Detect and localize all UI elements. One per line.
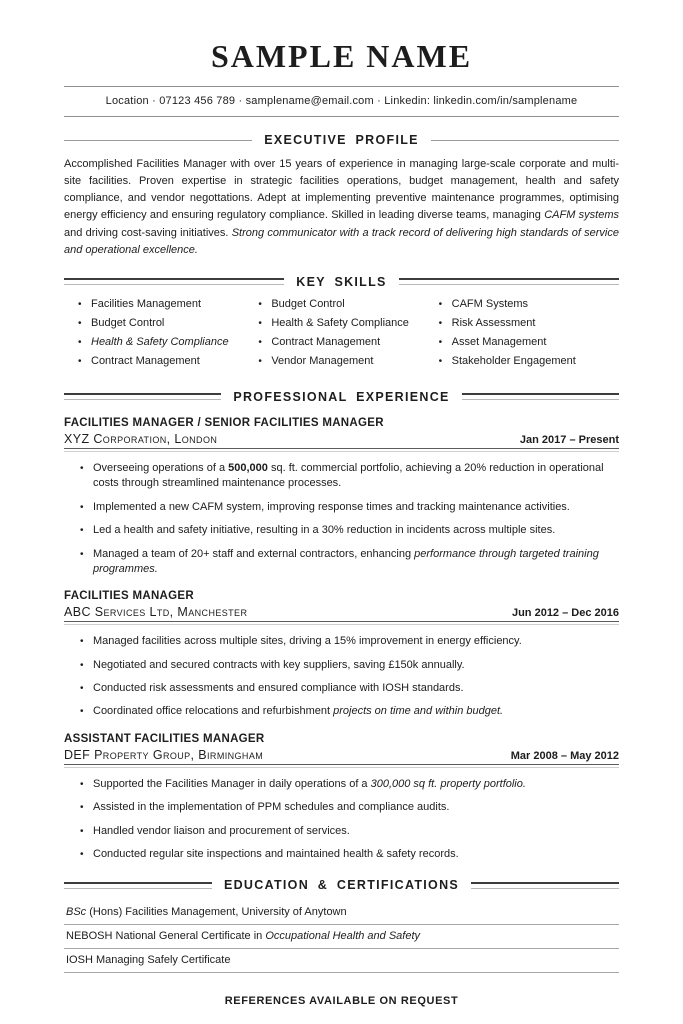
job-dates: Jan 2017 – Present xyxy=(519,433,619,446)
job-company: DEF Property Group, Birmingham xyxy=(64,747,264,762)
skill-item xyxy=(78,355,258,367)
text-segment: Strong communicator with a track record of delivering high standards of service and operational excellence. xyxy=(64,226,619,256)
bullet-icon: • xyxy=(78,317,82,329)
text-segment: NEBOSH National General Certificate in xyxy=(66,930,266,943)
text-segment: projects on time and within budget. xyxy=(333,705,504,718)
skill-item xyxy=(439,298,619,310)
bullet-item xyxy=(80,681,619,696)
job-rule xyxy=(64,621,619,625)
section-executive-profile xyxy=(64,133,619,259)
header-rule-left xyxy=(64,278,284,285)
skill-item xyxy=(78,298,258,310)
page-title: SAMPLE NAME xyxy=(210,38,473,74)
section-professional-experience xyxy=(64,390,619,862)
skill-item xyxy=(258,355,438,367)
bullet-icon: • xyxy=(438,336,443,348)
section-title: EDUCATION & CERTIFICATIONS xyxy=(223,878,460,893)
text-segment: 300,000 sq ft. property portfolio. xyxy=(370,777,526,790)
job-role: FACILITIES MANAGER / SENIOR FACILITIES MANAGER xyxy=(64,416,384,429)
divider xyxy=(64,86,619,87)
text-segment: Managed facilities across multiple sites, driving a 15% improvement in energy efficiency. xyxy=(93,635,522,648)
job-bullets xyxy=(64,777,619,863)
job-bullets xyxy=(64,634,619,720)
job-company: ABC Services Ltd, Manchester xyxy=(64,605,248,620)
bullet-icon: • xyxy=(258,317,262,329)
bullet-icon: • xyxy=(258,355,262,367)
text-segment: Negotiated and secured contracts with key suppliers, saving £150k annually. xyxy=(93,658,465,671)
bullet-icon: • xyxy=(438,298,443,310)
job-subheader xyxy=(64,432,619,446)
text-segment: 500,000 xyxy=(228,461,268,474)
bullet-item xyxy=(80,847,619,862)
text-segment: Risk Assessment xyxy=(451,316,536,329)
skill-item xyxy=(439,317,619,329)
header-rule-right xyxy=(399,278,619,285)
bullet-item xyxy=(80,523,619,538)
job-role: FACILITIES MANAGER xyxy=(64,590,194,603)
text-segment: Contract Management xyxy=(91,354,200,367)
text-segment: Stakeholder Engagement xyxy=(451,354,576,367)
bullet-item xyxy=(80,461,619,492)
bullet-item xyxy=(80,547,619,578)
skill-item xyxy=(439,336,619,348)
text-segment: Managed a team of 20+ staff and external contractors, enhancing xyxy=(93,547,415,560)
skills-column xyxy=(258,298,438,374)
bullet-icon: • xyxy=(80,802,84,814)
bullet-icon: • xyxy=(80,706,84,718)
text-segment: BSc xyxy=(66,906,87,919)
skill-item xyxy=(439,355,619,367)
bullet-item xyxy=(80,704,619,719)
bullet-item xyxy=(80,800,619,815)
text-segment: Implemented a new CAFM system, improving response times and tracking maintenance activities. xyxy=(93,500,570,513)
section-education-certifications xyxy=(64,878,619,973)
skills-grid xyxy=(64,298,619,374)
section-header xyxy=(64,390,619,404)
contact-line: Location · 07123 456 789 · samplename@email.com · Linkedin: linkedin.com/in/samplename xyxy=(105,95,578,107)
text-segment: Conducted regular site inspections and maintained health & safety records. xyxy=(93,848,459,861)
footer-note: REFERENCES AVAILABLE ON REQUEST xyxy=(224,995,459,1008)
text-segment: Budget Control xyxy=(271,297,345,310)
bullet-icon: • xyxy=(80,849,84,861)
bullet-item xyxy=(80,634,619,649)
education-item xyxy=(64,949,619,973)
text-segment: Overseeing operations of a xyxy=(93,461,229,474)
text-segment: IOSH Managing Safely Certificate xyxy=(66,954,231,967)
job-entry xyxy=(64,590,619,720)
text-segment: Led a health and safety initiative, resulting in a 30% reduction in incidents across multiple sites. xyxy=(93,524,556,537)
resume-header xyxy=(64,38,619,117)
header-rule-right xyxy=(431,140,619,141)
text-segment: Handled vendor liaison and procurement of services. xyxy=(93,824,350,837)
skills-column xyxy=(439,298,619,374)
divider xyxy=(64,116,619,117)
bullet-item xyxy=(80,824,619,839)
bullet-icon: • xyxy=(80,525,84,537)
bullet-icon: • xyxy=(80,778,84,790)
text-segment: Facilities Management xyxy=(91,297,202,310)
skill-item xyxy=(258,317,438,329)
text-segment: CAFM systems xyxy=(544,209,619,222)
skill-item xyxy=(258,336,438,348)
bullet-item xyxy=(80,500,619,515)
bullet-icon: • xyxy=(80,501,84,513)
header-rule-left xyxy=(64,882,212,889)
bullet-icon: • xyxy=(258,336,262,348)
section-header xyxy=(64,275,619,289)
text-segment: Health & Safety Compliance xyxy=(271,316,409,329)
section-title: KEY SKILLS xyxy=(296,274,387,289)
bullet-item xyxy=(80,777,619,792)
text-segment: Vendor Management xyxy=(271,354,374,367)
job-dates: Jun 2012 – Dec 2016 xyxy=(511,607,619,620)
text-segment: (Hons) Facilities Management, University of Anytown xyxy=(86,906,347,919)
bullet-icon: • xyxy=(80,462,84,474)
jobs-list xyxy=(64,417,619,862)
section-title: PROFESSIONAL EXPERIENCE xyxy=(233,389,450,404)
text-segment: Coordinated office relocations and refurbishment xyxy=(93,705,334,718)
skill-item xyxy=(78,317,258,329)
header-rule-right xyxy=(471,882,619,889)
job-entry xyxy=(64,733,619,863)
job-subheader xyxy=(64,748,619,762)
bullet-icon: • xyxy=(78,336,82,348)
text-segment: Asset Management xyxy=(451,335,547,348)
profile-paragraph xyxy=(64,156,619,259)
text-segment: CAFM Systems xyxy=(451,297,529,310)
text-segment: Contract Management xyxy=(271,335,381,348)
header-rule-left xyxy=(64,393,221,400)
text-segment: Occupational Health and Safety xyxy=(265,930,421,943)
job-rule xyxy=(64,448,619,452)
header-rule-left xyxy=(64,140,252,141)
bullet-icon: • xyxy=(80,636,84,648)
skill-item xyxy=(78,336,258,348)
skills-column xyxy=(78,298,258,374)
text-segment: Budget Control xyxy=(91,316,165,329)
education-item xyxy=(64,901,619,925)
text-segment: sq. ft. commercial portfolio, achieving a 20% reduction in operational costs through streamlined maintenance processes. xyxy=(93,461,604,490)
education-item xyxy=(64,925,619,949)
bullet-item xyxy=(80,658,619,673)
job-dates: Mar 2008 – May 2012 xyxy=(510,749,619,762)
bullet-icon: • xyxy=(80,548,84,560)
skill-item xyxy=(258,298,438,310)
job-bullets xyxy=(64,461,619,577)
text-segment: Health & Safety Compliance xyxy=(91,335,229,348)
text-segment: performance through targeted training programmes. xyxy=(93,547,599,575)
bullet-icon: • xyxy=(438,355,443,367)
text-segment: Supported the Facilities Manager in daily operations of a xyxy=(93,777,371,790)
job-company: XYZ Corporation, London xyxy=(64,431,218,446)
text-segment: Conducted risk assessments and ensured compliance with IOSH standards. xyxy=(93,682,464,695)
section-key-skills xyxy=(64,275,619,374)
bullet-icon: • xyxy=(78,298,82,310)
section-header xyxy=(64,878,619,892)
text-segment: Accomplished Facilities Manager with over 15 years of experience in managing large-scale corporate and multi-site facilities. Proven expertise in strategic facilities operations, budget management, health and safety compliance, and vendor negottations. Adept at implementing preventive maintenance programmes, optimising energy efficiency and ensuring regulatory compliance. Skilled in leading diverse teams, managing xyxy=(64,158,619,222)
bullet-icon: • xyxy=(80,683,84,695)
job-role: ASSISTANT FACILITIES MANAGER xyxy=(64,732,265,745)
bullet-icon: • xyxy=(80,825,84,837)
header-rule-right xyxy=(462,393,619,400)
bullet-icon: • xyxy=(438,317,443,329)
section-title: EXECUTIVE PROFILE xyxy=(264,133,419,147)
text-segment: Assisted in the implementation of PPM schedules and compliance audits. xyxy=(93,801,450,814)
bullet-icon: • xyxy=(80,659,84,671)
section-header xyxy=(64,133,619,147)
bullet-icon: • xyxy=(258,298,262,310)
job-entry xyxy=(64,417,619,577)
job-rule xyxy=(64,764,619,768)
job-subheader xyxy=(64,605,619,619)
education-list xyxy=(64,901,619,973)
bullet-icon: • xyxy=(78,355,82,367)
text-segment: and driving cost-saving initiatives. xyxy=(64,226,232,239)
